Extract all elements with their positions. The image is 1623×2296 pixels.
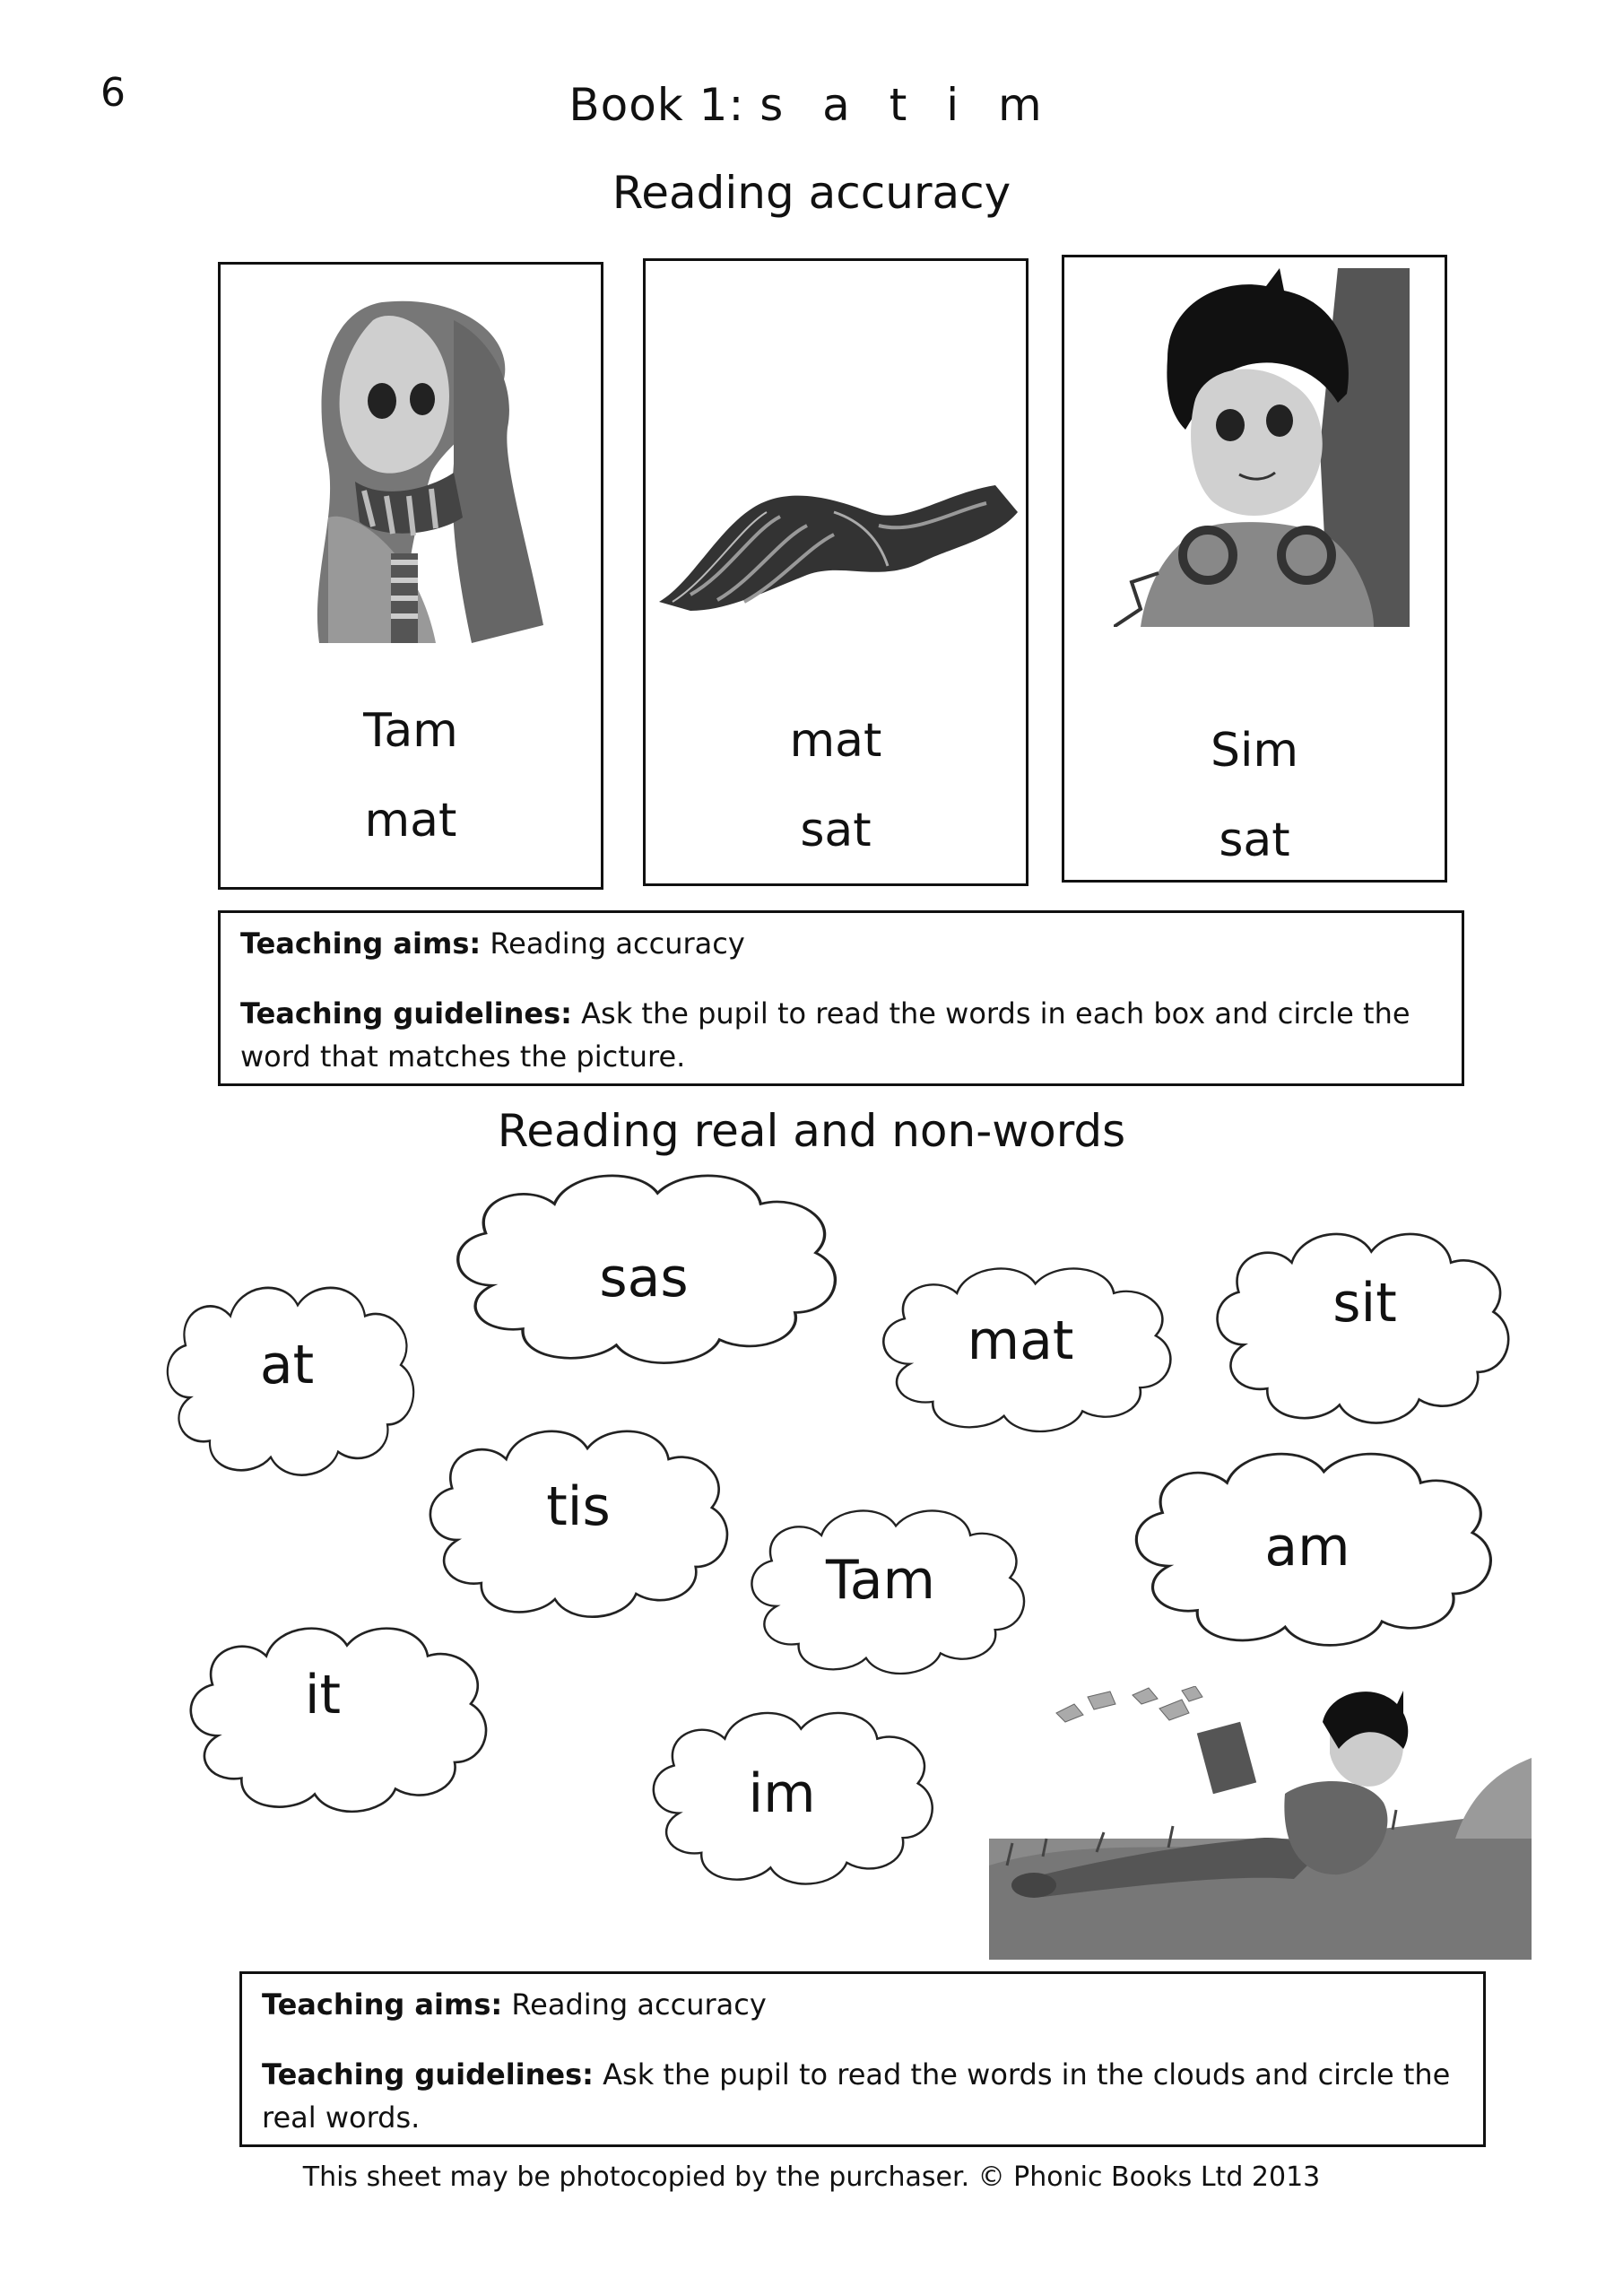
girl-illustration bbox=[274, 284, 570, 643]
guidelines-label-1: Teaching guidelines: bbox=[240, 996, 572, 1031]
card-3-word-1[interactable]: Sim bbox=[1210, 724, 1299, 778]
cloud-word-im[interactable]: im bbox=[748, 1762, 816, 1825]
aims-text-1: Reading accuracy bbox=[490, 926, 745, 961]
cloud-word-am[interactable]: am bbox=[1264, 1516, 1350, 1578]
card-2-word-1[interactable]: mat bbox=[789, 714, 882, 768]
cloud-word-tam[interactable]: Tam bbox=[826, 1549, 935, 1612]
card-3-word-2[interactable]: sat bbox=[1219, 813, 1290, 867]
teaching-box-1 bbox=[218, 910, 1464, 1086]
guidelines-text-1: Ask the pupil to read the words in each box and circle the word that matches the picture. bbox=[240, 996, 1410, 1074]
picture-card-3 bbox=[1062, 255, 1447, 883]
cloud-word-mat[interactable]: mat bbox=[967, 1309, 1074, 1372]
guidelines-label-2: Teaching guidelines: bbox=[262, 2057, 594, 2092]
card-1-word-1[interactable]: Tam bbox=[363, 704, 458, 758]
title-prefix: Book 1: bbox=[568, 79, 745, 131]
boy-illustration bbox=[1114, 268, 1410, 627]
cloud-word-sit[interactable]: sit bbox=[1332, 1272, 1397, 1335]
aims-label-2: Teaching aims: bbox=[262, 1987, 503, 2022]
cloud-word-sas[interactable]: sas bbox=[599, 1247, 689, 1309]
card-1-word-2[interactable]: mat bbox=[364, 794, 457, 848]
teaching-guidelines-2 bbox=[262, 2053, 1463, 2139]
page-title bbox=[0, 79, 1623, 131]
guidelines-text-2: Ask the pupil to read the words in the clouds and circle the real words. bbox=[262, 2057, 1451, 2135]
title-letters: s a t i m bbox=[759, 79, 1055, 131]
carpet-illustration bbox=[655, 476, 1022, 620]
teaching-aims-1 bbox=[240, 922, 1442, 965]
teaching-box-2 bbox=[239, 1971, 1486, 2147]
cloud-word-tis[interactable]: tis bbox=[546, 1475, 611, 1538]
picture-card-1 bbox=[218, 262, 603, 890]
card-2-word-2[interactable]: sat bbox=[800, 804, 872, 857]
teaching-aims-2 bbox=[262, 1983, 1463, 2026]
section-title-reading-accuracy: Reading accuracy bbox=[612, 167, 1011, 219]
copyright-footer: This sheet may be photocopied by the purchaser. © Phonic Books Ltd 2013 bbox=[302, 2161, 1321, 2193]
cloud-word-it[interactable]: it bbox=[304, 1664, 342, 1726]
aims-label-1: Teaching aims: bbox=[240, 926, 482, 961]
aims-text-2: Reading accuracy bbox=[511, 1987, 767, 2022]
boy-reading-illustration bbox=[989, 1686, 1532, 1960]
picture-card-2 bbox=[643, 258, 1028, 886]
teaching-guidelines-1 bbox=[240, 992, 1442, 1078]
page-number: 6 bbox=[100, 70, 126, 116]
section-title-real-and-non-words: Reading real and non-words bbox=[497, 1105, 1126, 1157]
cloud-word-at[interactable]: at bbox=[259, 1334, 315, 1396]
